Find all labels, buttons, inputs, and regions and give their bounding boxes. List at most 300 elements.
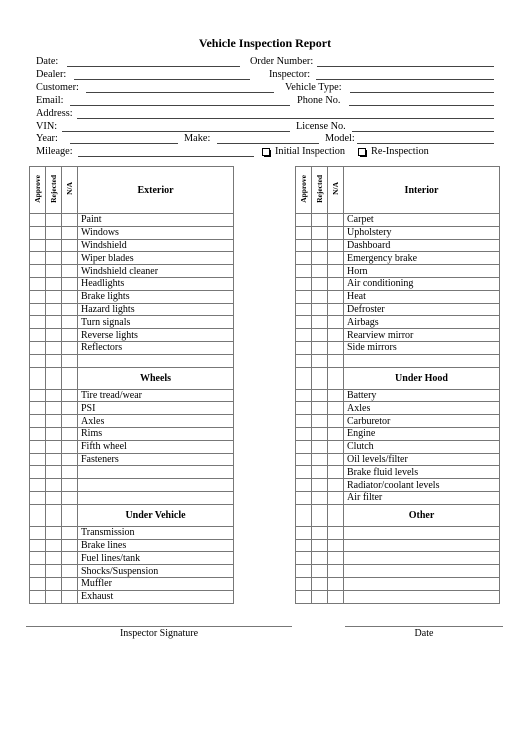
na-cell[interactable] bbox=[62, 354, 78, 367]
approve-cell[interactable] bbox=[296, 504, 312, 526]
na-cell[interactable] bbox=[328, 590, 344, 603]
na-cell[interactable] bbox=[328, 504, 344, 526]
approve-cell[interactable] bbox=[296, 354, 312, 367]
item-label: Brake lines bbox=[78, 539, 234, 552]
dealer-field[interactable] bbox=[74, 79, 250, 80]
rejected-cell[interactable] bbox=[46, 252, 62, 265]
na-cell[interactable] bbox=[62, 466, 78, 479]
item-label: Defroster bbox=[344, 303, 500, 316]
customer-field[interactable] bbox=[86, 92, 274, 93]
item-label: Radiator/coolant levels bbox=[344, 479, 500, 492]
blank-item[interactable] bbox=[344, 552, 500, 565]
rejected-cell[interactable] bbox=[46, 402, 62, 415]
na-cell[interactable] bbox=[62, 440, 78, 453]
year-field[interactable] bbox=[70, 143, 178, 144]
na-cell[interactable] bbox=[62, 252, 78, 265]
approve-cell[interactable] bbox=[30, 565, 46, 578]
rejected-cell[interactable] bbox=[312, 539, 328, 552]
na-cell[interactable] bbox=[62, 277, 78, 290]
approve-cell[interactable] bbox=[296, 239, 312, 252]
rejected-cell[interactable] bbox=[312, 389, 328, 402]
approve-cell[interactable] bbox=[30, 504, 46, 526]
vehicle-type-label: Vehicle Type: bbox=[285, 82, 342, 93]
table-row bbox=[30, 226, 234, 239]
na-cell[interactable] bbox=[328, 453, 344, 466]
phone-label: Phone No. bbox=[297, 95, 341, 106]
na-cell[interactable] bbox=[328, 539, 344, 552]
na-cell[interactable] bbox=[62, 491, 78, 504]
approve-cell[interactable] bbox=[296, 565, 312, 578]
item-label: Exhaust bbox=[78, 590, 234, 603]
rejected-cell[interactable] bbox=[312, 367, 328, 389]
rejected-cell[interactable] bbox=[46, 290, 62, 303]
rejected-cell[interactable] bbox=[312, 402, 328, 415]
item-label: Windshield bbox=[78, 239, 234, 252]
rejected-cell[interactable] bbox=[46, 329, 62, 342]
na-cell[interactable] bbox=[62, 389, 78, 402]
approve-cell[interactable] bbox=[30, 590, 46, 603]
rejected-cell[interactable] bbox=[312, 590, 328, 603]
approve-cell[interactable] bbox=[30, 341, 46, 354]
mileage-label: Mileage: bbox=[36, 146, 73, 157]
under-vehicle-header: Under Vehicle bbox=[78, 504, 234, 526]
rejected-cell[interactable] bbox=[312, 265, 328, 278]
approve-cell[interactable] bbox=[296, 367, 312, 389]
item-label: Engine bbox=[344, 427, 500, 440]
rejected-cell[interactable] bbox=[312, 316, 328, 329]
table-row bbox=[30, 565, 234, 578]
approve-cell[interactable] bbox=[296, 577, 312, 590]
rejected-cell[interactable] bbox=[312, 226, 328, 239]
rejected-cell[interactable] bbox=[46, 453, 62, 466]
approve-cell[interactable] bbox=[296, 491, 312, 504]
na-cell[interactable] bbox=[62, 265, 78, 278]
license-label: License No. bbox=[296, 121, 346, 132]
approve-cell[interactable] bbox=[30, 526, 46, 539]
table-row bbox=[296, 453, 500, 466]
approve-column-header: Approve bbox=[296, 167, 312, 214]
approve-cell[interactable] bbox=[30, 552, 46, 565]
approve-cell[interactable] bbox=[296, 440, 312, 453]
order-number-field[interactable] bbox=[317, 66, 494, 67]
table-row bbox=[296, 590, 500, 603]
rejected-cell[interactable] bbox=[46, 427, 62, 440]
rejected-cell[interactable] bbox=[312, 341, 328, 354]
item-label: Transmission bbox=[78, 526, 234, 539]
inspector-signature-line[interactable] bbox=[26, 626, 292, 627]
na-cell[interactable] bbox=[62, 226, 78, 239]
approve-cell[interactable] bbox=[296, 277, 312, 290]
approve-cell[interactable] bbox=[30, 389, 46, 402]
rejected-cell[interactable] bbox=[46, 479, 62, 492]
approve-cell[interactable] bbox=[30, 466, 46, 479]
item-label: Brake fluid levels bbox=[344, 466, 500, 479]
table-row bbox=[296, 277, 500, 290]
year-label: Year: bbox=[36, 133, 58, 144]
blank-item[interactable] bbox=[78, 354, 234, 367]
na-cell[interactable] bbox=[328, 329, 344, 342]
item-label: Battery bbox=[344, 389, 500, 402]
table-row bbox=[30, 290, 234, 303]
rejected-cell[interactable] bbox=[46, 214, 62, 227]
na-cell[interactable] bbox=[328, 415, 344, 428]
approve-cell[interactable] bbox=[296, 539, 312, 552]
na-cell[interactable] bbox=[328, 466, 344, 479]
rejected-cell[interactable] bbox=[46, 590, 62, 603]
na-cell[interactable] bbox=[62, 402, 78, 415]
rejected-cell[interactable] bbox=[46, 526, 62, 539]
rejected-cell[interactable] bbox=[312, 239, 328, 252]
na-cell[interactable] bbox=[328, 239, 344, 252]
rejected-cell[interactable] bbox=[312, 427, 328, 440]
item-label: Air conditioning bbox=[344, 277, 500, 290]
approve-cell[interactable] bbox=[30, 290, 46, 303]
table-row bbox=[296, 303, 500, 316]
phone-field[interactable] bbox=[349, 105, 494, 106]
table-row bbox=[30, 427, 234, 440]
blank-item[interactable] bbox=[344, 590, 500, 603]
na-cell[interactable] bbox=[62, 504, 78, 526]
approve-cell[interactable] bbox=[296, 341, 312, 354]
na-cell[interactable] bbox=[62, 239, 78, 252]
table-row bbox=[296, 252, 500, 265]
table-row bbox=[296, 577, 500, 590]
table-row bbox=[30, 354, 234, 367]
approve-cell[interactable] bbox=[296, 453, 312, 466]
table-row bbox=[30, 252, 234, 265]
approve-cell[interactable] bbox=[30, 453, 46, 466]
item-label: Fuel lines/tank bbox=[78, 552, 234, 565]
rejected-cell[interactable] bbox=[46, 316, 62, 329]
rejected-cell[interactable] bbox=[46, 440, 62, 453]
na-cell[interactable] bbox=[328, 290, 344, 303]
na-cell[interactable] bbox=[62, 590, 78, 603]
na-cell[interactable] bbox=[328, 491, 344, 504]
rejected-cell[interactable] bbox=[312, 290, 328, 303]
blank-item[interactable] bbox=[344, 577, 500, 590]
na-cell[interactable] bbox=[62, 526, 78, 539]
na-cell[interactable] bbox=[328, 440, 344, 453]
date-signature-label: Date bbox=[414, 628, 434, 639]
blank-item[interactable] bbox=[344, 354, 500, 367]
make-field[interactable] bbox=[217, 143, 319, 144]
item-label: Headlights bbox=[78, 277, 234, 290]
approve-cell[interactable] bbox=[30, 491, 46, 504]
date-field[interactable] bbox=[67, 66, 240, 67]
item-label: Reflectors bbox=[78, 341, 234, 354]
na-cell[interactable] bbox=[62, 415, 78, 428]
approve-cell[interactable] bbox=[296, 479, 312, 492]
rejected-cell[interactable] bbox=[46, 341, 62, 354]
item-label: Airbags bbox=[344, 316, 500, 329]
table-row bbox=[296, 491, 500, 504]
rejected-cell[interactable] bbox=[312, 577, 328, 590]
rejected-cell[interactable] bbox=[46, 277, 62, 290]
na-cell[interactable] bbox=[62, 453, 78, 466]
approve-cell[interactable] bbox=[296, 415, 312, 428]
table-row bbox=[30, 415, 234, 428]
approve-cell[interactable] bbox=[296, 590, 312, 603]
rejected-cell[interactable] bbox=[46, 265, 62, 278]
page-title: Vehicle Inspection Report bbox=[198, 36, 332, 50]
item-label: Rims bbox=[78, 427, 234, 440]
date-signature-line[interactable] bbox=[345, 626, 503, 627]
rejected-cell[interactable] bbox=[312, 329, 328, 342]
blank-item[interactable] bbox=[344, 539, 500, 552]
na-cell[interactable] bbox=[62, 367, 78, 389]
rejected-cell[interactable] bbox=[312, 453, 328, 466]
table-row bbox=[296, 226, 500, 239]
approve-cell[interactable] bbox=[296, 552, 312, 565]
blank-item[interactable] bbox=[344, 565, 500, 578]
na-cell[interactable] bbox=[328, 577, 344, 590]
item-label: Heat bbox=[344, 290, 500, 303]
table-row bbox=[296, 466, 500, 479]
rejected-cell[interactable] bbox=[312, 440, 328, 453]
email-field[interactable] bbox=[70, 105, 290, 106]
approve-cell[interactable] bbox=[296, 265, 312, 278]
approve-cell[interactable] bbox=[30, 277, 46, 290]
approve-cell[interactable] bbox=[296, 214, 312, 227]
rejected-cell[interactable] bbox=[312, 491, 328, 504]
mileage-field[interactable] bbox=[78, 156, 254, 157]
approve-cell[interactable] bbox=[296, 389, 312, 402]
rejected-cell[interactable] bbox=[46, 239, 62, 252]
na-cell[interactable] bbox=[328, 341, 344, 354]
na-cell[interactable] bbox=[328, 354, 344, 367]
na-cell[interactable] bbox=[62, 552, 78, 565]
na-cell[interactable] bbox=[328, 252, 344, 265]
rejected-cell[interactable] bbox=[312, 415, 328, 428]
approve-cell[interactable] bbox=[30, 354, 46, 367]
under-hood-header: Under Hood bbox=[344, 367, 500, 389]
address-label: Address: bbox=[36, 108, 73, 119]
table-row bbox=[296, 316, 500, 329]
exterior-header: Exterior bbox=[78, 167, 234, 214]
table-row bbox=[30, 303, 234, 316]
rejected-cell[interactable] bbox=[46, 552, 62, 565]
blank-item[interactable] bbox=[78, 466, 234, 479]
approve-cell[interactable] bbox=[30, 239, 46, 252]
na-cell[interactable] bbox=[328, 402, 344, 415]
inspector-label: Inspector: bbox=[269, 69, 311, 80]
vehicle-type-field[interactable] bbox=[350, 92, 494, 93]
approve-cell[interactable] bbox=[296, 466, 312, 479]
na-cell[interactable] bbox=[62, 214, 78, 227]
approve-cell[interactable] bbox=[30, 479, 46, 492]
approve-cell[interactable] bbox=[30, 329, 46, 342]
left-checklist-table bbox=[29, 166, 234, 604]
address-field[interactable] bbox=[77, 118, 494, 119]
model-field[interactable] bbox=[357, 143, 494, 144]
license-field[interactable] bbox=[352, 131, 494, 132]
approve-cell[interactable] bbox=[30, 539, 46, 552]
approve-cell[interactable] bbox=[296, 316, 312, 329]
rejected-cell[interactable] bbox=[46, 565, 62, 578]
initial-inspection-checkbox[interactable] bbox=[262, 148, 270, 156]
table-row bbox=[30, 214, 234, 227]
approve-cell[interactable] bbox=[30, 316, 46, 329]
rejected-cell[interactable] bbox=[46, 354, 62, 367]
na-cell[interactable] bbox=[62, 565, 78, 578]
na-cell[interactable] bbox=[328, 427, 344, 440]
na-cell[interactable] bbox=[328, 226, 344, 239]
rejected-cell[interactable] bbox=[46, 415, 62, 428]
na-column-header: N/A bbox=[328, 167, 344, 214]
table-row bbox=[30, 491, 234, 504]
section-row bbox=[296, 367, 500, 389]
item-label: Tire tread/wear bbox=[78, 389, 234, 402]
rejected-cell[interactable] bbox=[312, 479, 328, 492]
na-cell[interactable] bbox=[62, 316, 78, 329]
na-cell[interactable] bbox=[328, 214, 344, 227]
item-label: Carpet bbox=[344, 214, 500, 227]
approve-cell[interactable] bbox=[296, 402, 312, 415]
na-cell[interactable] bbox=[62, 341, 78, 354]
na-cell[interactable] bbox=[328, 552, 344, 565]
approve-cell[interactable] bbox=[30, 440, 46, 453]
item-label: Rearview mirror bbox=[344, 329, 500, 342]
item-label: Muffler bbox=[78, 577, 234, 590]
table-row bbox=[30, 590, 234, 603]
item-label: Paint bbox=[78, 214, 234, 227]
rejected-cell[interactable] bbox=[46, 491, 62, 504]
table-row bbox=[30, 453, 234, 466]
rejected-cell[interactable] bbox=[46, 466, 62, 479]
approve-cell[interactable] bbox=[296, 526, 312, 539]
na-cell[interactable] bbox=[328, 389, 344, 402]
approve-cell[interactable] bbox=[30, 252, 46, 265]
table-row bbox=[296, 552, 500, 565]
item-label: Carburetor bbox=[344, 415, 500, 428]
table-row bbox=[296, 389, 500, 402]
rejected-cell[interactable] bbox=[312, 565, 328, 578]
item-label: Fifth wheel bbox=[78, 440, 234, 453]
approve-cell[interactable] bbox=[30, 367, 46, 389]
table-row bbox=[30, 526, 234, 539]
blank-item[interactable] bbox=[78, 479, 234, 492]
table-row bbox=[296, 526, 500, 539]
approve-cell[interactable] bbox=[296, 252, 312, 265]
blank-item[interactable] bbox=[344, 526, 500, 539]
re-inspection-label: Re-Inspection bbox=[371, 146, 429, 157]
rejected-cell[interactable] bbox=[312, 252, 328, 265]
na-cell[interactable] bbox=[62, 329, 78, 342]
item-label: Turn signals bbox=[78, 316, 234, 329]
na-cell[interactable] bbox=[62, 577, 78, 590]
table-row bbox=[296, 329, 500, 342]
approve-cell[interactable] bbox=[30, 226, 46, 239]
na-cell[interactable] bbox=[62, 303, 78, 316]
blank-item[interactable] bbox=[78, 491, 234, 504]
approve-cell[interactable] bbox=[296, 226, 312, 239]
rejected-cell[interactable] bbox=[312, 504, 328, 526]
na-cell[interactable] bbox=[62, 539, 78, 552]
na-cell[interactable] bbox=[328, 479, 344, 492]
na-cell[interactable] bbox=[328, 265, 344, 278]
rejected-cell[interactable] bbox=[46, 367, 62, 389]
approve-cell[interactable] bbox=[296, 427, 312, 440]
inspector-field[interactable] bbox=[316, 79, 494, 80]
rejected-cell[interactable] bbox=[312, 303, 328, 316]
table-row bbox=[30, 329, 234, 342]
table-row bbox=[296, 265, 500, 278]
table-row bbox=[296, 539, 500, 552]
na-cell[interactable] bbox=[328, 303, 344, 316]
table-row bbox=[296, 239, 500, 252]
na-cell[interactable] bbox=[62, 427, 78, 440]
rejected-cell[interactable] bbox=[46, 226, 62, 239]
na-cell[interactable] bbox=[328, 367, 344, 389]
table-row bbox=[30, 389, 234, 402]
item-label: Horn bbox=[344, 265, 500, 278]
rejected-cell[interactable] bbox=[312, 277, 328, 290]
approve-cell[interactable] bbox=[296, 303, 312, 316]
section-row bbox=[296, 504, 500, 526]
na-cell[interactable] bbox=[62, 479, 78, 492]
approve-cell[interactable] bbox=[30, 427, 46, 440]
re-inspection-checkbox[interactable] bbox=[358, 148, 366, 156]
rejected-column-header: Rejected bbox=[46, 167, 62, 214]
rejected-cell[interactable] bbox=[46, 577, 62, 590]
initial-inspection-label: Initial Inspection bbox=[275, 146, 346, 157]
table-row bbox=[296, 415, 500, 428]
table-row bbox=[296, 402, 500, 415]
item-label: Hazard lights bbox=[78, 303, 234, 316]
table-row bbox=[296, 290, 500, 303]
na-cell[interactable] bbox=[328, 526, 344, 539]
approve-cell[interactable] bbox=[30, 303, 46, 316]
approve-cell[interactable] bbox=[296, 290, 312, 303]
approve-cell[interactable] bbox=[30, 577, 46, 590]
rejected-cell[interactable] bbox=[46, 303, 62, 316]
item-label: Emergency brake bbox=[344, 252, 500, 265]
table-row bbox=[30, 552, 234, 565]
approve-cell[interactable] bbox=[30, 415, 46, 428]
approve-cell[interactable] bbox=[30, 265, 46, 278]
rejected-cell[interactable] bbox=[46, 539, 62, 552]
wheels-header: Wheels bbox=[78, 367, 234, 389]
item-label: Wiper blades bbox=[78, 252, 234, 265]
rejected-cell[interactable] bbox=[46, 504, 62, 526]
item-label: Axles bbox=[78, 415, 234, 428]
vin-field[interactable] bbox=[62, 131, 290, 132]
approve-cell[interactable] bbox=[296, 329, 312, 342]
rejected-cell[interactable] bbox=[312, 552, 328, 565]
rejected-cell[interactable] bbox=[312, 214, 328, 227]
table-row bbox=[296, 354, 500, 367]
table-row bbox=[296, 565, 500, 578]
item-label: Brake lights bbox=[78, 290, 234, 303]
item-label: PSI bbox=[78, 402, 234, 415]
item-label: Shocks/Suspension bbox=[78, 565, 234, 578]
approve-cell[interactable] bbox=[30, 214, 46, 227]
table-row bbox=[296, 214, 500, 227]
rejected-cell[interactable] bbox=[46, 389, 62, 402]
table-row bbox=[30, 277, 234, 290]
rejected-cell[interactable] bbox=[312, 466, 328, 479]
na-cell[interactable] bbox=[328, 316, 344, 329]
na-cell[interactable] bbox=[328, 565, 344, 578]
na-cell[interactable] bbox=[328, 277, 344, 290]
item-label: Upholstery bbox=[344, 226, 500, 239]
table-row bbox=[30, 577, 234, 590]
na-cell[interactable] bbox=[62, 290, 78, 303]
approve-cell[interactable] bbox=[30, 402, 46, 415]
rejected-cell[interactable] bbox=[312, 354, 328, 367]
vin-label: VIN: bbox=[36, 121, 58, 132]
rejected-cell[interactable] bbox=[312, 526, 328, 539]
